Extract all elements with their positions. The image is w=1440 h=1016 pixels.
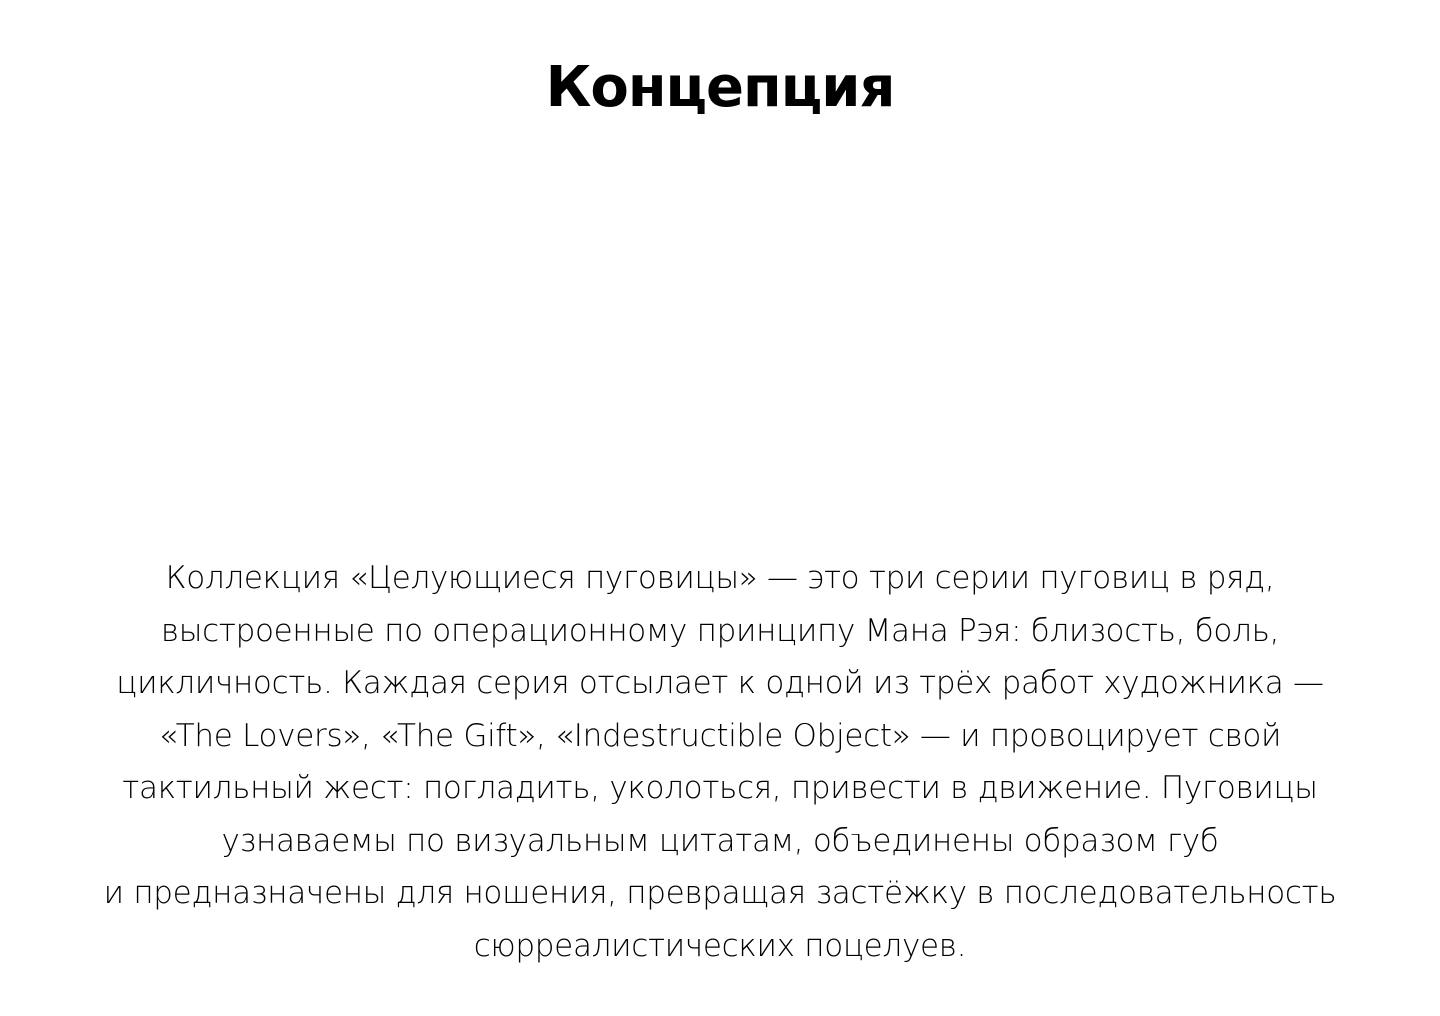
concept-paragraph bbox=[40, 552, 1400, 972]
paragraph-line: тактильный жест: погладить, уколоться, привести в движение. Пуговицы bbox=[122, 770, 1318, 806]
paragraph-line: и предназначены для ношения, превращая застёжку в последовательность bbox=[103, 875, 1337, 911]
paragraph-line: Коллекция «Целующиеся пуговицы» — это три серии пуговиц в ряд, bbox=[165, 560, 1275, 596]
paragraph-line: «The Lovers», «The Gift», «Indestructible Object» — и провоцирует свой bbox=[158, 717, 1282, 754]
paragraph-line: выстроенные по операционному принципу Мана Рэя: близость, боль, bbox=[160, 612, 1280, 649]
paragraph-line: цикличность. Каждая серия отсылает к одной из трёх работ художника — bbox=[116, 665, 1324, 701]
paragraph-line: сюрреалистических поцелуев. bbox=[473, 927, 967, 964]
paragraph-line: узнаваемы по визуальным цитатам, объединены образом губ bbox=[221, 822, 1219, 859]
page-title: Концепция bbox=[545, 55, 895, 120]
